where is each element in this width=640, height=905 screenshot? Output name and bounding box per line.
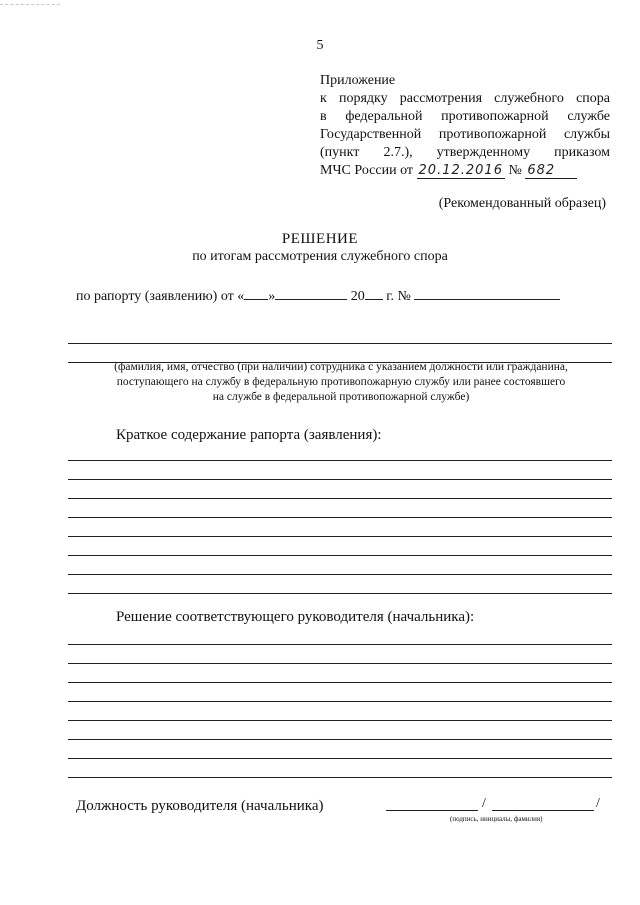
report-line — [76, 287, 560, 305]
appendix-line-1: Приложение — [320, 73, 396, 88]
number-sign: № — [508, 163, 522, 178]
decision-line[interactable] — [68, 720, 612, 721]
appendix-block — [320, 72, 610, 180]
report-number-blank[interactable] — [414, 287, 560, 300]
person-caption-line-1: (фамилия, имя, отчество (при наличии) сотрудника с указанием должности или гражданина, — [114, 361, 568, 373]
order-date: 20.12.2016 — [418, 163, 503, 178]
order-number: 682 — [525, 163, 577, 179]
decision-line[interactable] — [68, 682, 612, 683]
appendix-line-3: в федеральной противопожарной службе — [320, 109, 610, 124]
decision-line[interactable] — [68, 739, 612, 740]
person-caption-line-2: поступающего на службу в федеральную противопожарную службу или ранее состоявшего — [116, 376, 566, 388]
decision-subtitle: по итогам рассмотрения служебного спора — [192, 249, 448, 264]
person-caption-line-3: на службе в федеральной противопожарной службе) — [212, 391, 470, 403]
position-label: Должность руководителя (начальника) — [76, 798, 324, 814]
name-blank[interactable] — [492, 810, 594, 811]
appendix-line-5: (пункт 2.7.), утвержденному приказом — [320, 145, 610, 160]
signature-slash-1: / — [482, 796, 486, 811]
appendix-line-2: к порядку рассмотрения служебного спора — [320, 91, 610, 106]
decision-line[interactable] — [68, 644, 612, 645]
head-decision-label: Решение соответствующего руководителя (начальника): — [116, 609, 475, 625]
signature-area — [386, 796, 602, 814]
signature-blank[interactable] — [386, 810, 478, 811]
decision-line[interactable] — [68, 758, 612, 759]
year-blank[interactable] — [365, 287, 383, 300]
summary-line[interactable] — [68, 555, 612, 556]
summary-line[interactable] — [68, 460, 612, 461]
signature-slash-2: / — [596, 796, 600, 811]
report-quote-close: » — [268, 289, 276, 304]
report-prefix: по рапорту (заявлению) от « — [76, 289, 245, 304]
summary-line[interactable] — [68, 498, 612, 499]
decision-title: РЕШЕНИЕ — [281, 231, 359, 247]
month-blank[interactable] — [275, 287, 347, 300]
year-prefix: 20 — [350, 289, 365, 304]
summary-line[interactable] — [68, 536, 612, 537]
summary-line[interactable] — [68, 479, 612, 480]
person-caption — [76, 360, 606, 405]
summary-line[interactable] — [68, 574, 612, 575]
appendix-line-4: Государственной противопожарной службы — [320, 127, 610, 142]
appendix-line-6-prefix: МЧС России от — [320, 163, 414, 178]
summary-line[interactable] — [68, 593, 612, 594]
page-number: 5 — [316, 38, 324, 53]
decision-line[interactable] — [68, 663, 612, 664]
decision-line[interactable] — [68, 701, 612, 702]
recommended-sample-label: (Рекомендованный образец) — [438, 196, 606, 211]
year-suffix: г. № — [386, 289, 411, 304]
summary-label: Краткое содержание рапорта (заявления): — [116, 427, 382, 443]
appendix-line-6 — [320, 162, 610, 180]
person-line-1[interactable] — [68, 343, 612, 344]
signature-caption: (подпись, инициалы, фамилия) — [450, 815, 543, 823]
summary-line[interactable] — [68, 517, 612, 518]
decision-line[interactable] — [68, 777, 612, 778]
scan-mark — [0, 4, 60, 5]
day-blank[interactable] — [244, 287, 268, 300]
